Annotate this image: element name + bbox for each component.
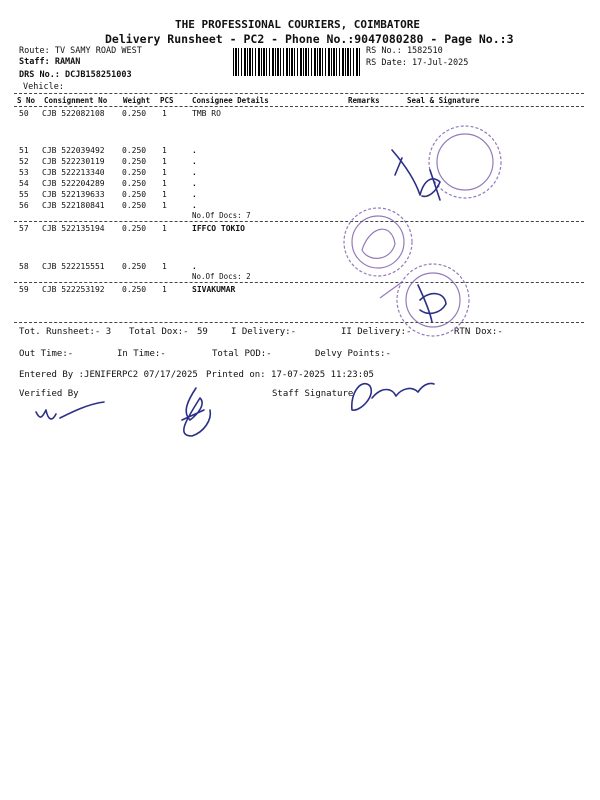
col-seal: Seal & Signature <box>407 96 480 105</box>
row-weight: 0.250 <box>122 179 147 188</box>
row-consignee: . <box>192 262 197 271</box>
staff-signature-label: Staff Signature <box>272 389 354 399</box>
row-sno: 51 <box>19 146 29 155</box>
rs-number: RS No.: 1582510 <box>366 46 443 56</box>
row-consignee: . <box>192 168 197 177</box>
col-sno: S No <box>17 96 36 105</box>
row-consignee: . <box>192 190 197 199</box>
company-name: THE PROFESSIONAL COURIERS, COIMBATORE <box>175 18 421 31</box>
row-weight: 0.250 <box>122 168 147 177</box>
row-pcs: 1 <box>162 157 167 166</box>
row-consignment: CJB 522253192 <box>42 285 105 294</box>
row-sno: 54 <box>19 179 29 188</box>
row-consignee: IFFCO TOKIO <box>192 224 245 233</box>
row-weight: 0.250 <box>122 109 147 118</box>
row-consignment: CJB 522215551 <box>42 262 105 271</box>
verified-by-label: Verified By <box>19 389 79 399</box>
docs-count-note: No.Of Docs: 7 <box>192 211 251 220</box>
row-weight: 0.250 <box>122 157 147 166</box>
vehicle-label: Vehicle: <box>23 82 64 92</box>
in-time: In Time:- <box>117 349 166 359</box>
row-pcs: 1 <box>162 146 167 155</box>
row-sno: 55 <box>19 190 29 199</box>
row-pcs: 1 <box>162 109 167 118</box>
row-consignment: CJB 522230119 <box>42 157 105 166</box>
row-pcs: 1 <box>162 190 167 199</box>
row-consignee: SIVAKUMAR <box>192 285 236 294</box>
total-dox-value: 59 <box>197 327 208 337</box>
row-consignment: CJB 522180841 <box>42 201 105 210</box>
route-label: Route: TV SAMY ROAD WEST <box>19 46 142 56</box>
tot-runsheet: Tot. Runsheet:- 3 <box>19 327 112 337</box>
row-sno: 50 <box>19 109 29 118</box>
docs-count-note: No.Of Docs: 2 <box>192 272 251 281</box>
row-pcs: 1 <box>162 179 167 188</box>
row-consignment: CJB 522135194 <box>42 224 105 233</box>
col-weight: Weight <box>123 96 151 105</box>
row-consignee: . <box>192 146 197 155</box>
row-weight: 0.250 <box>122 146 147 155</box>
row-consignee: . <box>192 201 197 210</box>
row-consignment: CJB 522082108 <box>42 109 105 118</box>
row-weight: 0.250 <box>122 190 147 199</box>
ii-delivery: II Delivery:- <box>341 327 412 337</box>
page-title: Delivery Runsheet - PC2 - Phone No.:9047080280 - Page No.:3 <box>105 32 514 46</box>
row-consignment: CJB 522039492 <box>42 146 105 155</box>
i-delivery: I Delivery:- <box>231 327 297 337</box>
row-pcs: 1 <box>162 168 167 177</box>
row-weight: 0.250 <box>122 262 147 271</box>
row-pcs: 1 <box>162 285 167 294</box>
row-consignee: . <box>192 157 197 166</box>
row-sno: 57 <box>19 224 29 233</box>
total-pod: Total POD:- <box>212 349 272 359</box>
row-consignee: TMB RO <box>192 109 221 118</box>
row-consignee: . <box>192 179 197 188</box>
row-weight: 0.250 <box>122 224 147 233</box>
row-pcs: 1 <box>162 201 167 210</box>
row-sno: 59 <box>19 285 29 294</box>
col-consignment: Consignment No <box>44 96 108 105</box>
row-consignment: CJB 522204289 <box>42 179 105 188</box>
row-sno: 53 <box>19 168 29 177</box>
row-sno: 58 <box>19 262 29 271</box>
row-consignment: CJB 522139633 <box>42 190 105 199</box>
out-time: Out Time:- <box>19 349 74 359</box>
drs-number: DRS No.: DCJB158251003 <box>19 70 132 80</box>
row-weight: 0.250 <box>122 201 147 210</box>
total-dox-label: Total Dox:- <box>129 327 189 337</box>
col-remarks: Remarks <box>348 96 380 105</box>
staff-label: Staff: RAMAN <box>19 57 81 67</box>
rs-date: RS Date: 17-Jul-2025 <box>366 58 469 68</box>
rtn-dox: RTN Dox:- <box>454 327 503 337</box>
delvy-points: Delvy Points:- <box>315 349 391 359</box>
entered-by: Entered By :JENIFERPC2 07/17/2025 <box>19 370 198 380</box>
row-sno: 52 <box>19 157 29 166</box>
col-pcs: PCS <box>160 96 174 105</box>
row-weight: 0.250 <box>122 285 147 294</box>
row-consignment: CJB 522213340 <box>42 168 105 177</box>
row-pcs: 1 <box>162 262 167 271</box>
printed-on: Printed on: 17-07-2025 11:23:05 <box>206 370 374 380</box>
row-pcs: 1 <box>162 224 167 233</box>
col-consignee: Consignee Details <box>192 96 269 105</box>
row-sno: 56 <box>19 201 29 210</box>
